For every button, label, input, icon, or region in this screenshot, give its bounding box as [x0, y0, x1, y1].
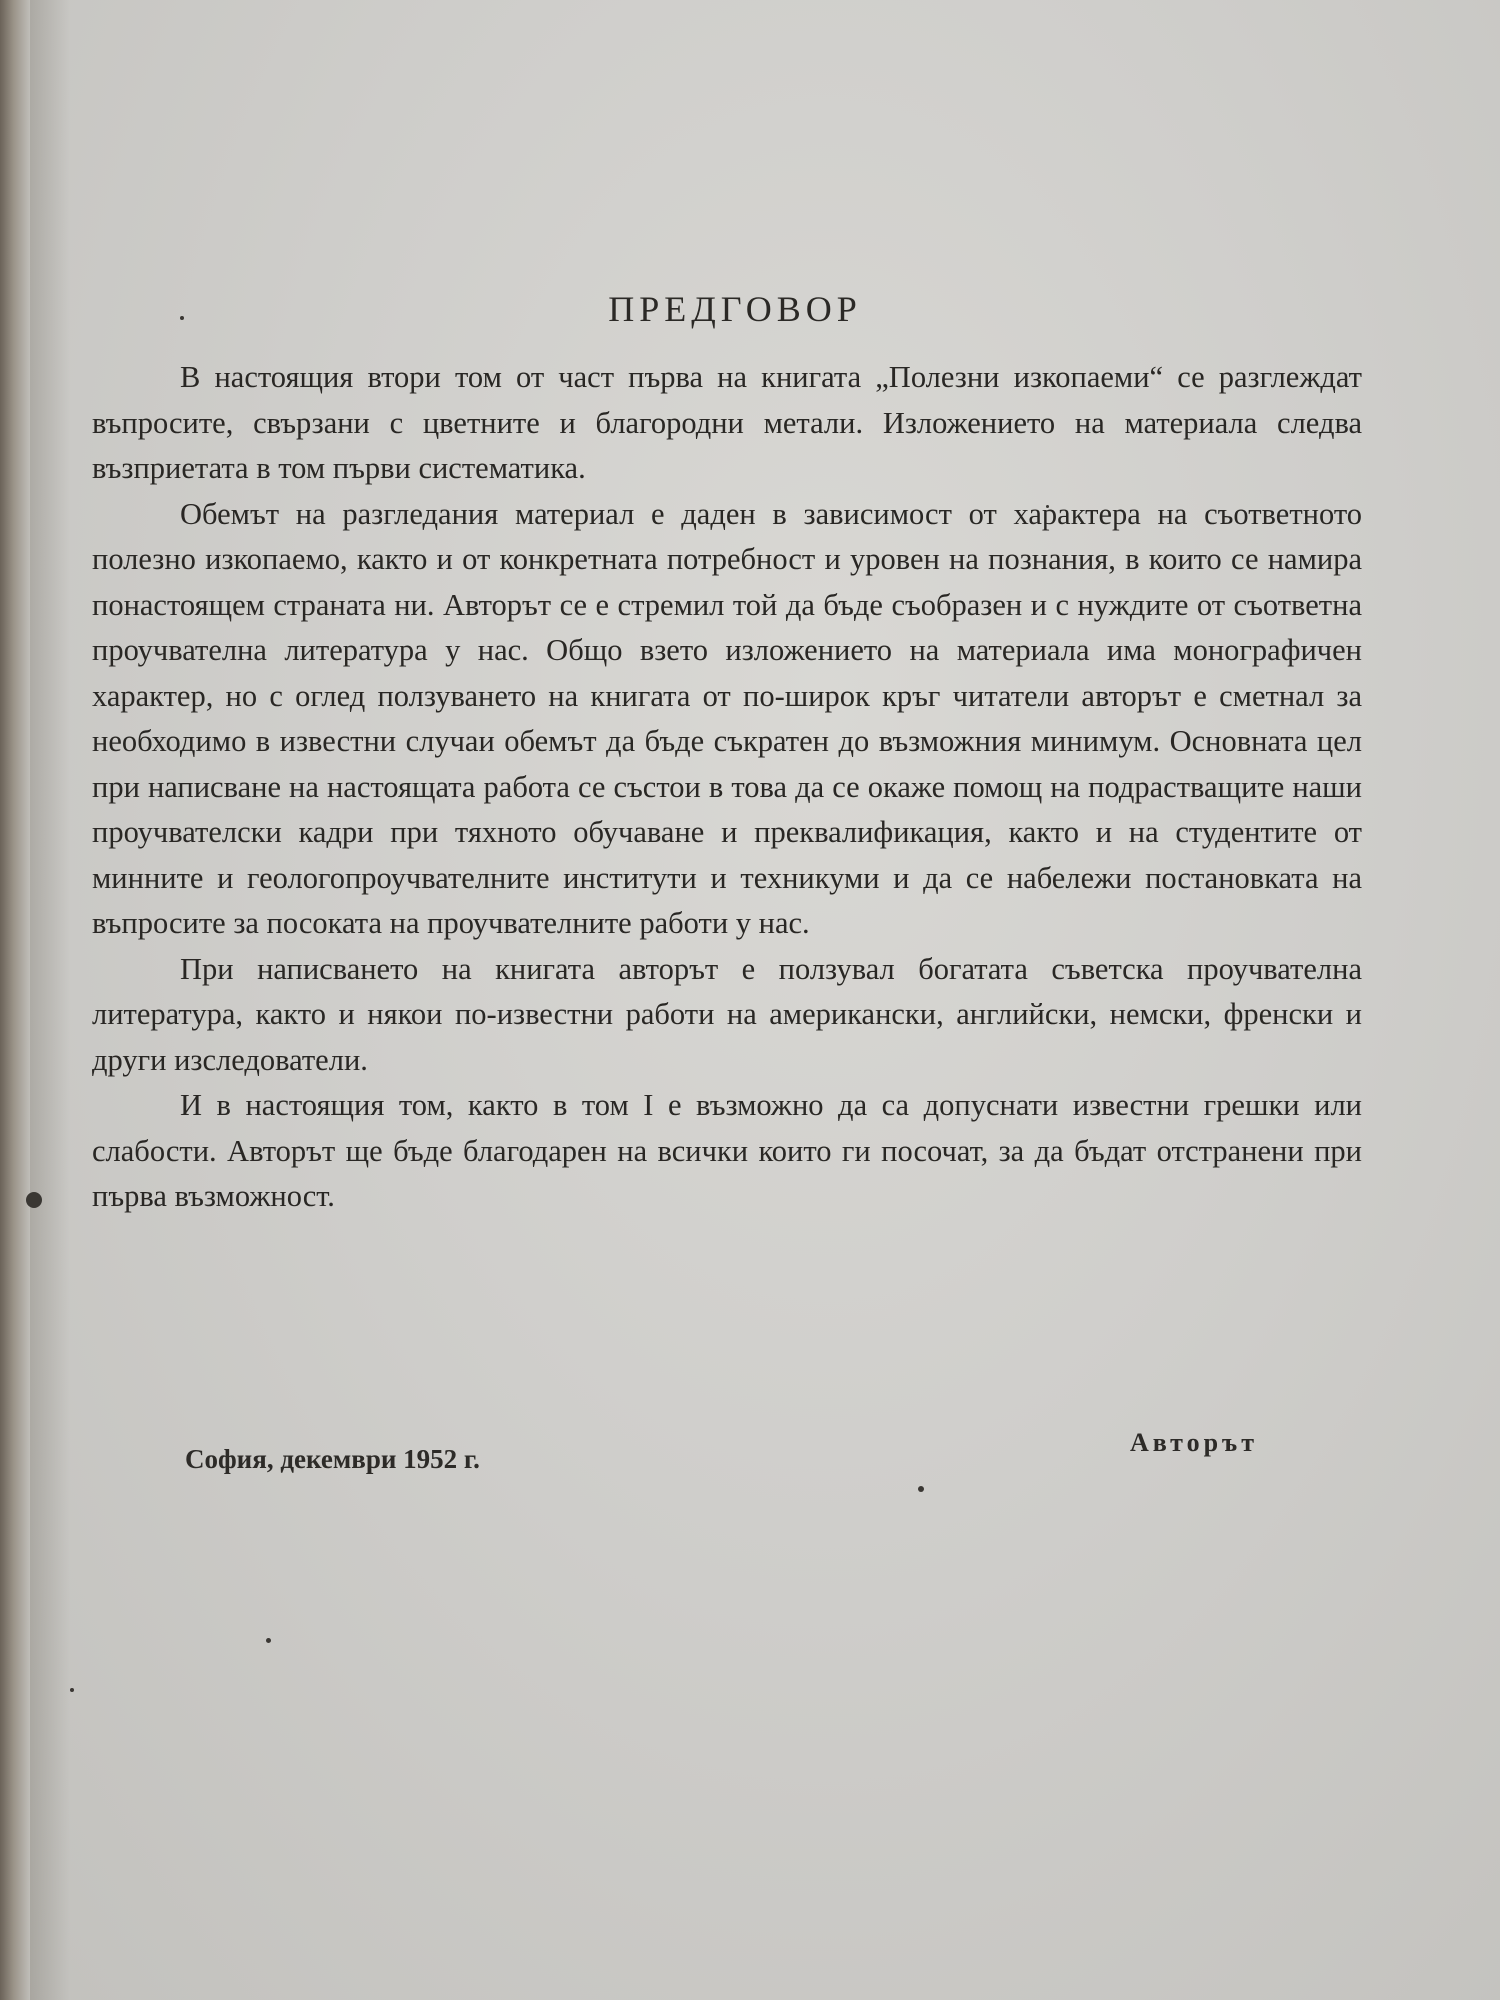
paragraph-1: В настоящия втори том от част първа на книгата „Полезни изкопаеми“ се разглеждат въпросите, свързани с цветните и благородни метали. Изложението на материала следва възприетата в том първи систематика.: [92, 360, 1362, 485]
paragraph-3: При написването на книгата авторът е ползувал богатата съветска проучвателна литература, както и някои по-известни работи на американски, английски, немски, френски и други изследователи.: [92, 951, 1362, 1077]
author-signature: Авторът: [1130, 1428, 1258, 1457]
place-and-date: София, декември 1952 г.: [185, 1444, 480, 1474]
ink-speck: [918, 1486, 924, 1492]
paragraph-4: И в настоящия том, както в том I е възможно да са допуснати известни грешки или слабости. Авторът ще бъде благодарен на всички които ги посочат, за да бъдат отстранени при първа възможност.: [92, 1088, 1362, 1213]
paragraph-2: Обемът на разгледания материал е даден в зависимост от характера на съответното полезно изкопаемо, както и от конкретната потребност и уровен на познания, в които се намира понастоящем страната ни. Авторът се е стремил той да бъде съобразен и с нуждите от съответна проучвателна литература у нас. Общо взето изложението на материала има монографичен характер, но с оглед ползуването на книгата от по-широк кръг читатели авторът е сметнал за необходимо в известни случаи обемът да бъде съкратен до възможния минимум. Основната цел при написване на настоящата работа се състои в това да се окаже помощ на подрастващите наши проучвателски кадри при тяхното обучаване и преквалификация, както и на студентите от минните и геологопроучвателните институти и техникуми и да се набележи постановката на въпросите за посоката на проучвателните работи у нас.: [92, 496, 1362, 940]
ink-speck: [70, 1688, 74, 1692]
page-title: ПРЕДГОВОР: [608, 289, 862, 329]
preface-body: [92, 355, 1362, 1220]
ink-speck: [26, 1192, 42, 1208]
ink-speck: [266, 1638, 271, 1643]
